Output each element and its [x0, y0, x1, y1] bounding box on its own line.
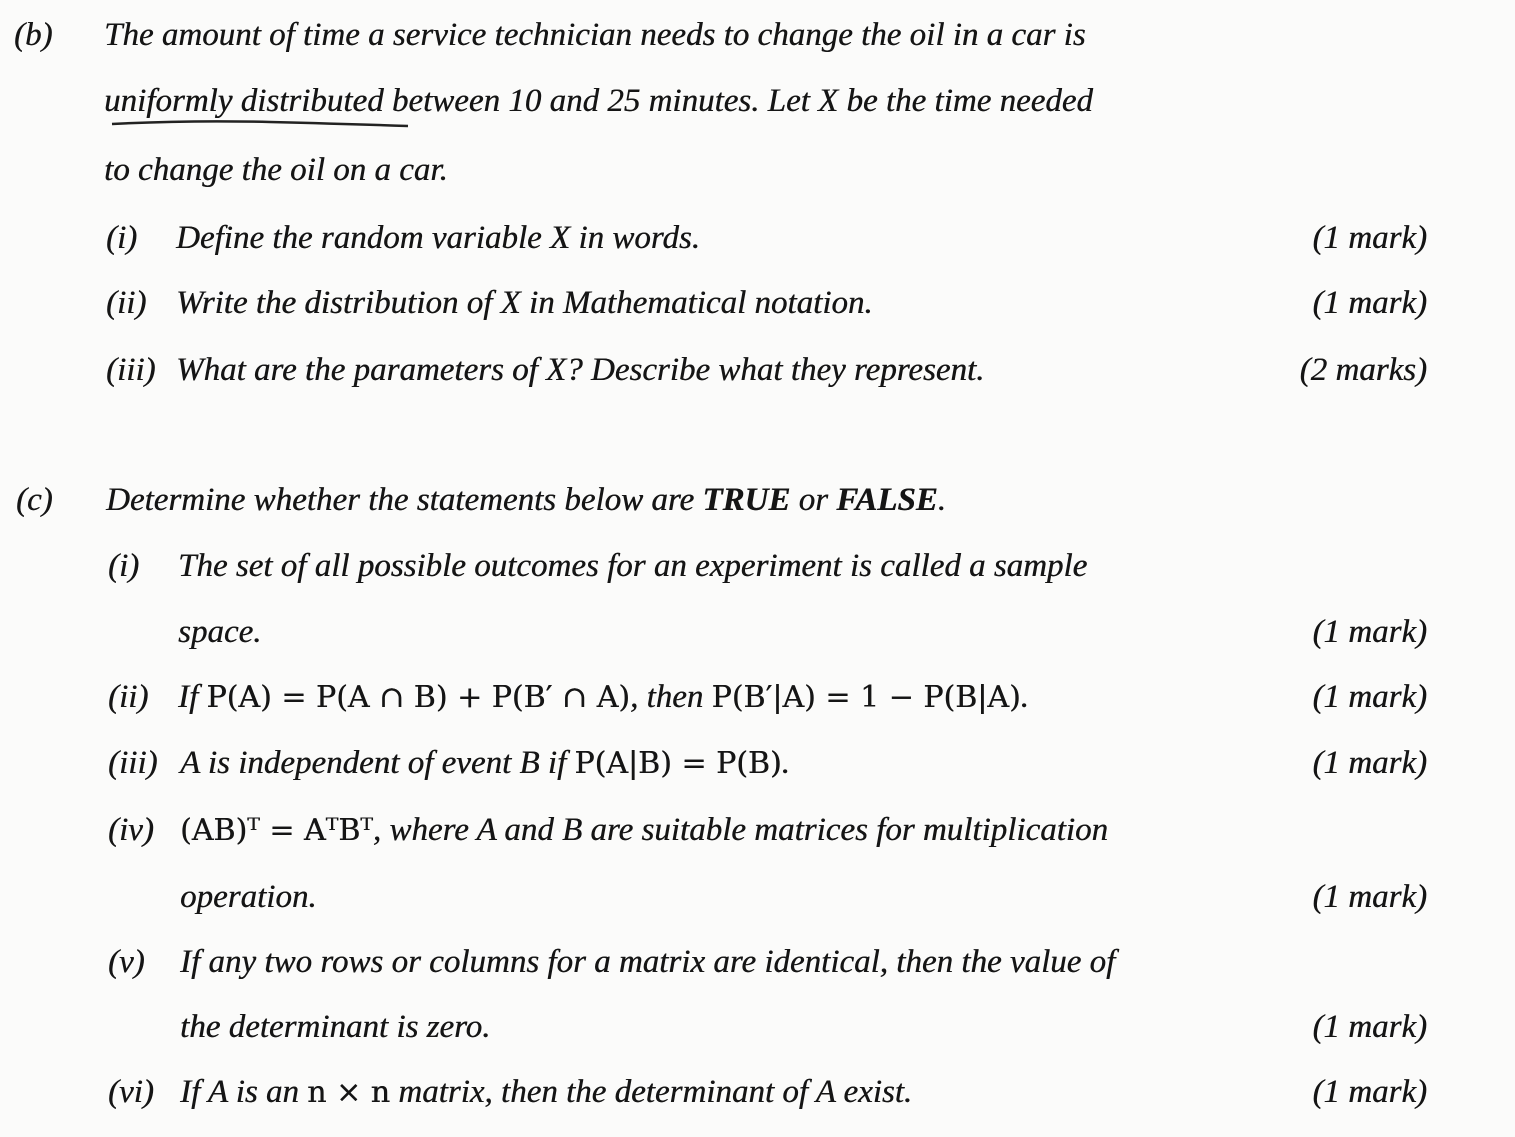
- item-text: [180, 743, 790, 784]
- math-expression: (AB)ᵀ = AᵀBᵀ: [180, 813, 373, 848]
- intro-text: Determine whether the statements below are: [106, 482, 703, 518]
- math-expression: P(A) = P(A ∩ B) + P(B′ ∩ A): [206, 680, 630, 715]
- item-label: (iii): [106, 352, 156, 388]
- item-text: [180, 1072, 912, 1113]
- part-c-label: (c): [16, 482, 53, 518]
- part-b-intro-line-3: to change the oil on a car.: [104, 152, 448, 188]
- item-text-cont: space.: [178, 614, 262, 650]
- item-text: Write the distribution of X in Mathematical notation.: [176, 285, 873, 321]
- text: .: [781, 745, 790, 781]
- item-label: (iv): [108, 812, 154, 848]
- item-mark: (1 mark): [1312, 879, 1427, 915]
- text: A is independent of event B if: [180, 745, 575, 781]
- item-mark: (2 marks): [1299, 352, 1427, 388]
- intro-end: .: [937, 482, 946, 518]
- item-text-cont: the determinant is zero.: [180, 1009, 491, 1045]
- item-label: (i): [106, 220, 138, 256]
- math-expression: P(B′|A) = 1 − P(B|A): [711, 680, 1021, 715]
- item-label: (ii): [108, 679, 149, 715]
- part-b-label: (b): [14, 17, 53, 53]
- item-text: Define the random variable X in words.: [176, 220, 700, 256]
- part-b-intro-line-1: The amount of time a service technician needs to change the oil in a car is: [104, 17, 1086, 53]
- math-expression: n × n: [307, 1075, 390, 1110]
- item-text: [180, 810, 1108, 851]
- text: If A is an: [180, 1074, 308, 1110]
- item-text: What are the parameters of X? Describe what they represent.: [176, 352, 985, 388]
- item-label: (v): [108, 944, 145, 980]
- item-mark: (1 mark): [1312, 1074, 1427, 1110]
- part-c-intro: [106, 480, 946, 520]
- item-mark: (1 mark): [1312, 679, 1427, 715]
- item-label: (iii): [108, 745, 158, 781]
- text: , where A and B are suitable matrices for multiplication: [372, 812, 1108, 848]
- item-text-cont: operation.: [180, 879, 317, 915]
- item-mark: (1 mark): [1312, 285, 1427, 321]
- math-expression: P(A|B) = P(B): [574, 746, 782, 781]
- handwritten-underline: [110, 118, 410, 132]
- intro-true: TRUE: [702, 482, 791, 518]
- item-text: [178, 677, 1029, 718]
- item-mark: (1 mark): [1312, 1009, 1427, 1045]
- text: .: [1020, 679, 1029, 715]
- intro-or: or: [790, 482, 837, 518]
- item-text: The set of all possible outcomes for an experiment is called a sample: [178, 548, 1088, 584]
- item-label: (ii): [106, 285, 147, 321]
- intro-false: FALSE: [836, 482, 938, 518]
- item-label: (vi): [108, 1074, 154, 1110]
- text: matrix, then the determinant of A exist.: [390, 1074, 913, 1110]
- item-label: (i): [108, 548, 140, 584]
- item-mark: (1 mark): [1312, 220, 1427, 256]
- text: , then: [629, 679, 712, 715]
- item-mark: (1 mark): [1312, 745, 1427, 781]
- text: If: [178, 679, 207, 715]
- item-mark: (1 mark): [1312, 614, 1427, 650]
- item-text: If any two rows or columns for a matrix are identical, then the value of: [180, 944, 1116, 980]
- part-b-intro-line-2: uniformly distributed between 10 and 25 minutes. Let X be the time needed: [104, 83, 1093, 119]
